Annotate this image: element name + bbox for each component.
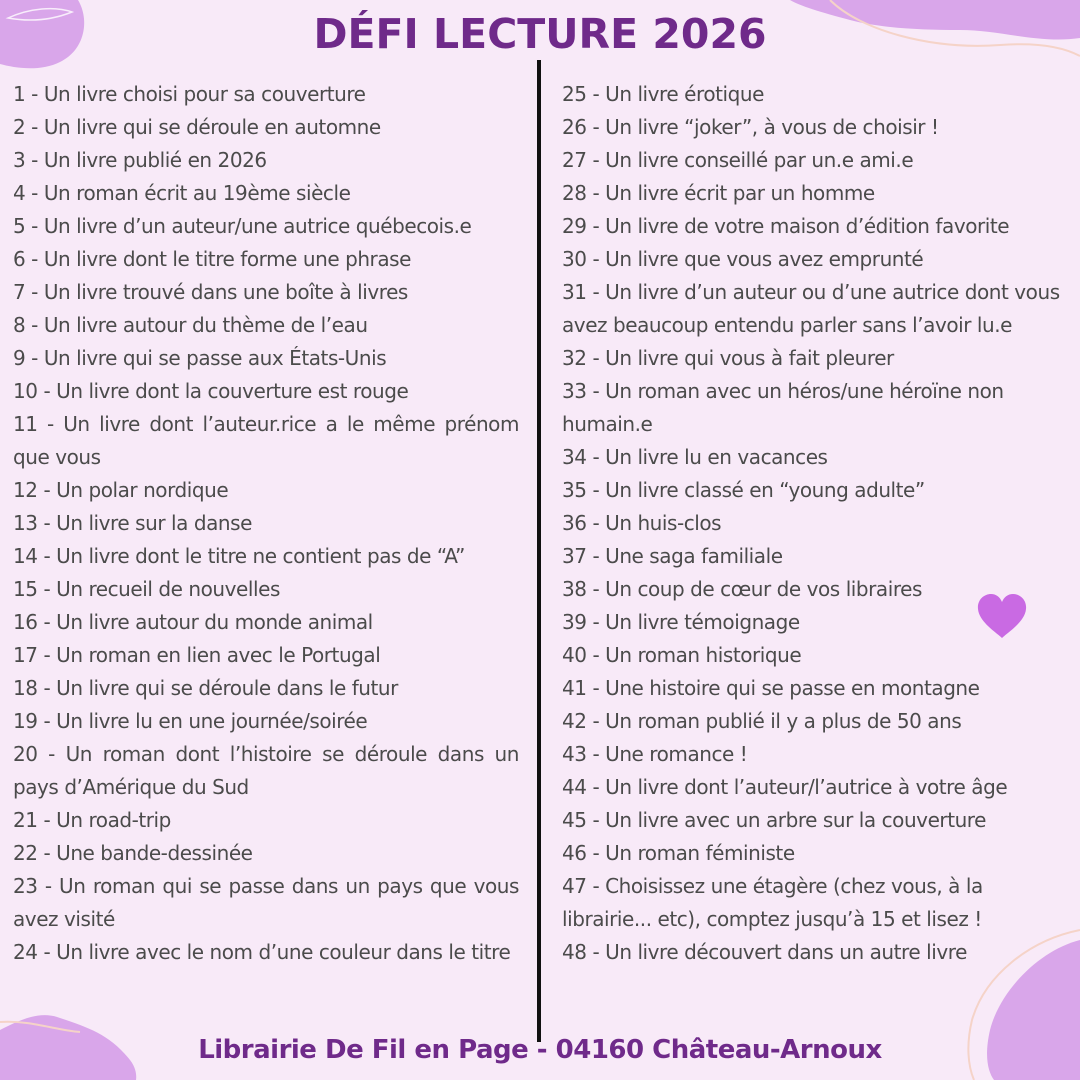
challenge-item: 34 - Un livre lu en vacances — [562, 445, 828, 469]
challenge-item: 6 - Un livre dont le titre forme une phrase — [13, 247, 411, 271]
challenge-item: 5 - Un livre d’un auteur/une autrice québecois.e — [13, 214, 472, 238]
challenge-item: 29 - Un livre de votre maison d’édition favorite — [562, 214, 1010, 238]
challenge-item: 24 - Un livre avec le nom d’une couleur dans le titre — [13, 940, 511, 964]
challenge-item: 35 - Un livre classé en “young adulte” — [562, 478, 925, 502]
challenge-item: 13 - Un livre sur la danse — [13, 511, 252, 535]
challenge-item: 8 - Un livre autour du thème de l’eau — [13, 313, 368, 337]
challenge-item: 41 - Une histoire qui se passe en montagne — [562, 676, 980, 700]
challenge-list-left — [13, 78, 519, 969]
challenge-item: 40 - Un roman historique — [562, 643, 802, 667]
challenge-item: 2 - Un livre qui se déroule en automne — [13, 115, 381, 139]
challenge-item: 11 - Un livre dont l’auteur.rice a le même prénom que vous — [13, 412, 519, 469]
challenge-item: 15 - Un recueil de nouvelles — [13, 577, 280, 601]
challenge-item: 38 - Un coup de cœur de vos libraires — [562, 577, 922, 601]
challenge-item: 30 - Un livre que vous avez emprunté — [562, 247, 924, 271]
challenge-item: 27 - Un livre conseillé par un.e ami.e — [562, 148, 914, 172]
challenge-item: 45 - Un livre avec un arbre sur la couverture — [562, 808, 986, 832]
challenge-item: 36 - Un huis-clos — [562, 511, 722, 535]
challenge-item: 22 - Une bande-dessinée — [13, 841, 253, 865]
challenge-item: 23 - Un roman qui se passe dans un pays que vous avez visité — [13, 874, 519, 931]
challenge-item: 26 - Un livre “joker”, à vous de choisir ! — [562, 115, 939, 139]
challenge-item: 21 - Un road-trip — [13, 808, 171, 832]
challenge-item: 12 - Un polar nordique — [13, 478, 229, 502]
challenge-item: 4 - Un roman écrit au 19ème siècle — [13, 181, 351, 205]
challenge-item: 32 - Un livre qui vous à fait pleurer — [562, 346, 894, 370]
challenge-item: 9 - Un livre qui se passe aux États-Unis — [13, 346, 387, 370]
challenge-item: 47 - Choisissez une étagère (chez vous, à la librairie... etc), comptez jusqu’à 15 et lisez ! — [562, 874, 983, 931]
challenge-item: 39 - Un livre témoignage — [562, 610, 800, 634]
challenge-item: 14 - Un livre dont le titre ne contient pas de “A” — [13, 544, 465, 568]
challenge-item: 31 - Un livre d’un auteur ou d’une autrice dont vous avez beaucoup entendu parler sans l’avoir lu.e — [562, 280, 1060, 337]
challenge-item: 3 - Un livre publié en 2026 — [13, 148, 267, 172]
challenge-item: 33 - Un roman avec un héros/une héroïne non humain.e — [562, 379, 1004, 436]
challenge-item: 28 - Un livre écrit par un homme — [562, 181, 875, 205]
page-title: DÉFI LECTURE 2026 — [313, 10, 767, 58]
challenge-item: 25 - Un livre érotique — [562, 82, 764, 106]
challenge-item: 44 - Un livre dont l’auteur/l’autrice à votre âge — [562, 775, 1008, 799]
challenge-item: 16 - Un livre autour du monde animal — [13, 610, 373, 634]
challenge-item: 17 - Un roman en lien avec le Portugal — [13, 643, 381, 667]
challenge-item: 46 - Un roman féministe — [562, 841, 795, 865]
challenge-item: 10 - Un livre dont la couverture est rouge — [13, 379, 409, 403]
challenge-item: 7 - Un livre trouvé dans une boîte à livres — [13, 280, 408, 304]
challenge-item: 19 - Un livre lu en une journée/soirée — [13, 709, 368, 733]
challenge-list-right — [562, 78, 1062, 969]
challenge-item: 18 - Un livre qui se déroule dans le futur — [13, 676, 398, 700]
challenge-item: 43 - Une romance ! — [562, 742, 748, 766]
challenge-item: 20 - Un roman dont l’histoire se déroule dans un pays d’Amérique du Sud — [13, 742, 519, 799]
challenge-item: 37 - Une saga familiale — [562, 544, 783, 568]
challenge-item: 42 - Un roman publié il y a plus de 50 ans — [562, 709, 962, 733]
column-divider — [537, 60, 541, 1042]
heart-icon — [975, 592, 1029, 640]
challenge-item: 1 - Un livre choisi pour sa couverture — [13, 82, 366, 106]
bookstore-footer: Librairie De Fil en Page - 04160 Château-Arnoux — [198, 1035, 882, 1065]
challenge-item: 48 - Un livre découvert dans un autre livre — [562, 940, 967, 964]
